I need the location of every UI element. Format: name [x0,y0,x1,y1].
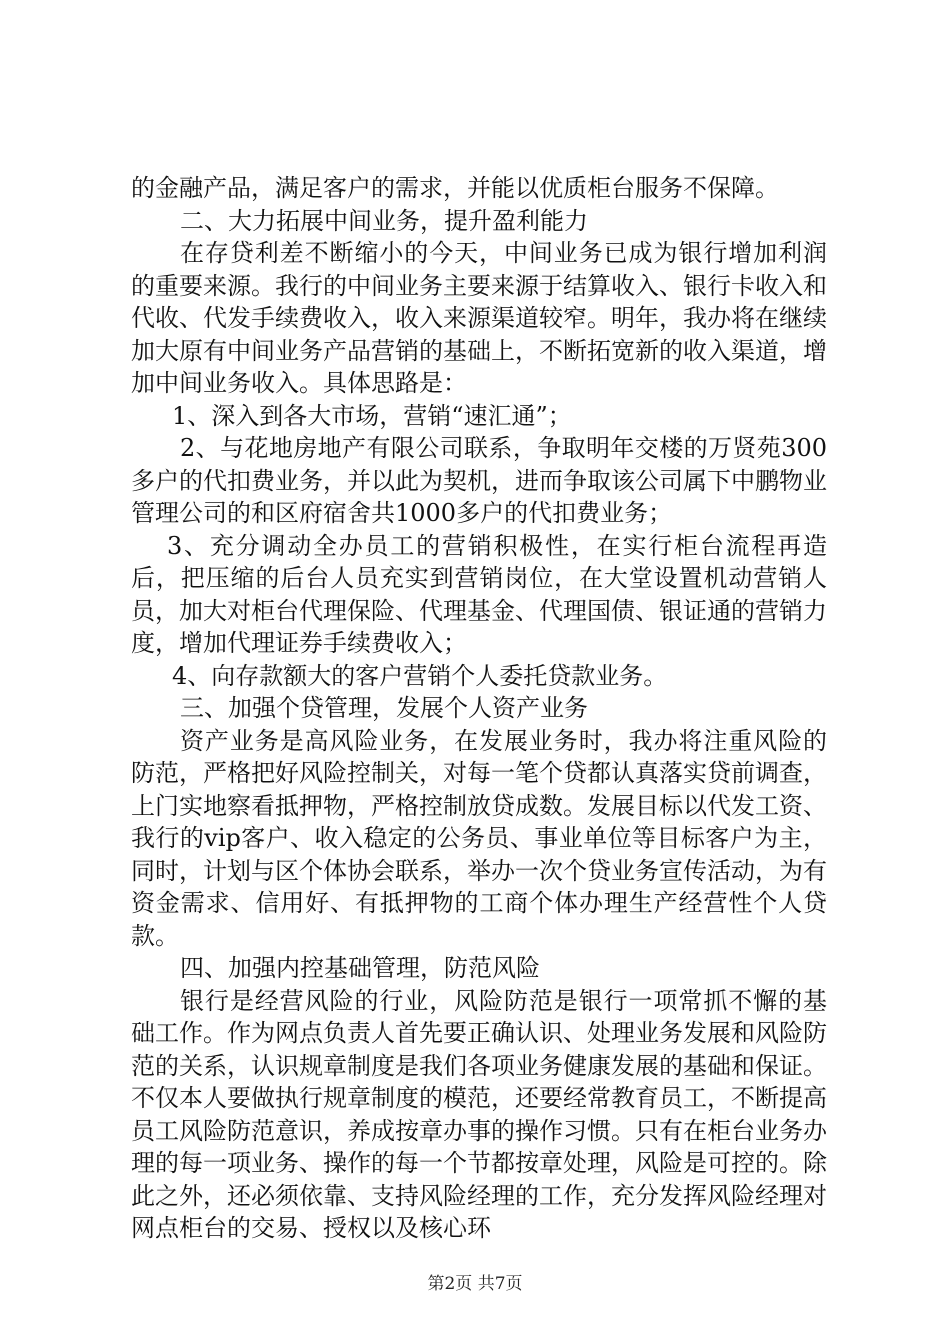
list-item-4: 4、向存款额大的客户营销个人委托贷款业务。 [172,661,668,690]
paragraph-continuation: 的金融产品，满足客户的需求，并能以优质柜台服务不保障。 [131,174,779,202]
paragraph-intermediate-business: 在存贷利差不断缩小的今天，中间业务已成为银行增加利润的重要来源。我行的中间业务主要来源于结算收入、银行卡收入和代收、代发手续费收入，收入来源渠道较窄。明年，我办将在继续加大原有中间业务产品营销的基础上，不断拓宽新的收入渠道，增加中间业务收入。具体思路是： [131,239,827,397]
section-heading-2: 二、大力拓展中间业务，提升盈利能力 [180,206,588,235]
list-item-1: 1、深入到各大市场，营销“速汇通”； [172,401,572,430]
section-heading-4: 四、加强内控基础管理，防范风险 [180,954,540,982]
list-item-3: 3、充分调动全办员工的营销积极性，在实行柜台流程再造后，把压缩的后台人员充实到营销岗位，在大堂设置机动营销人员，加大对柜台代理保险、代理基金、代理国债、银证通的营销力度，增加代理证券手续费收入； [131,531,827,657]
paragraph-asset-business: 资产业务是高风险业务，在发展业务时，我办将注重风险的防范，严格把好风险控制关，对每一笔个贷都认真落实贷前调查，上门实地察看抵押物，严格控制放贷成数。发展目标以代发工资、我行的vip客户、收入稳定的公务员、事业单位等目标客户为主，同时，计划与区个体协会联系，举办一次个贷业务宣传活动，为有资金需求、信用好、有抵押物的工商个体办理生产经营性个人贷款。 [131,726,827,950]
section-heading-3: 三、加强个贷管理，发展个人资产业务 [180,694,588,722]
list-item-2: 2、与花地房地产有限公司联系，争取明年交楼的万贤苑300多户的代扣费业务，并以此为契机，进而争取该公司属下中鹏物业管理公司的和区府宿舍共1000多户的代扣费业务； [131,434,827,527]
document-body [131,172,827,1245]
page-number-footer: 第2页 共7页 [427,1274,523,1294]
paragraph-risk-control: 银行是经营风险的行业，风险防范是银行一项常抓不懈的基础工作。作为网点负责人首先要正确认识、处理业务发展和风险防范的关系，认识规章制度是我们各项业务健康发展的基础和保证。不仅本人要做执行规章制度的模范，还要经常教育员工，不断提高员工风险防范意识，养成按章办事的操作习惯。只有在柜台业务办理的每一项业务、操作的每一个节都按章处理，风险是可控的。除此之外，还必须依靠、支持风险经理的工作，充分发挥风险经理对网点柜台的交易、授权以及核心环 [131,986,827,1242]
